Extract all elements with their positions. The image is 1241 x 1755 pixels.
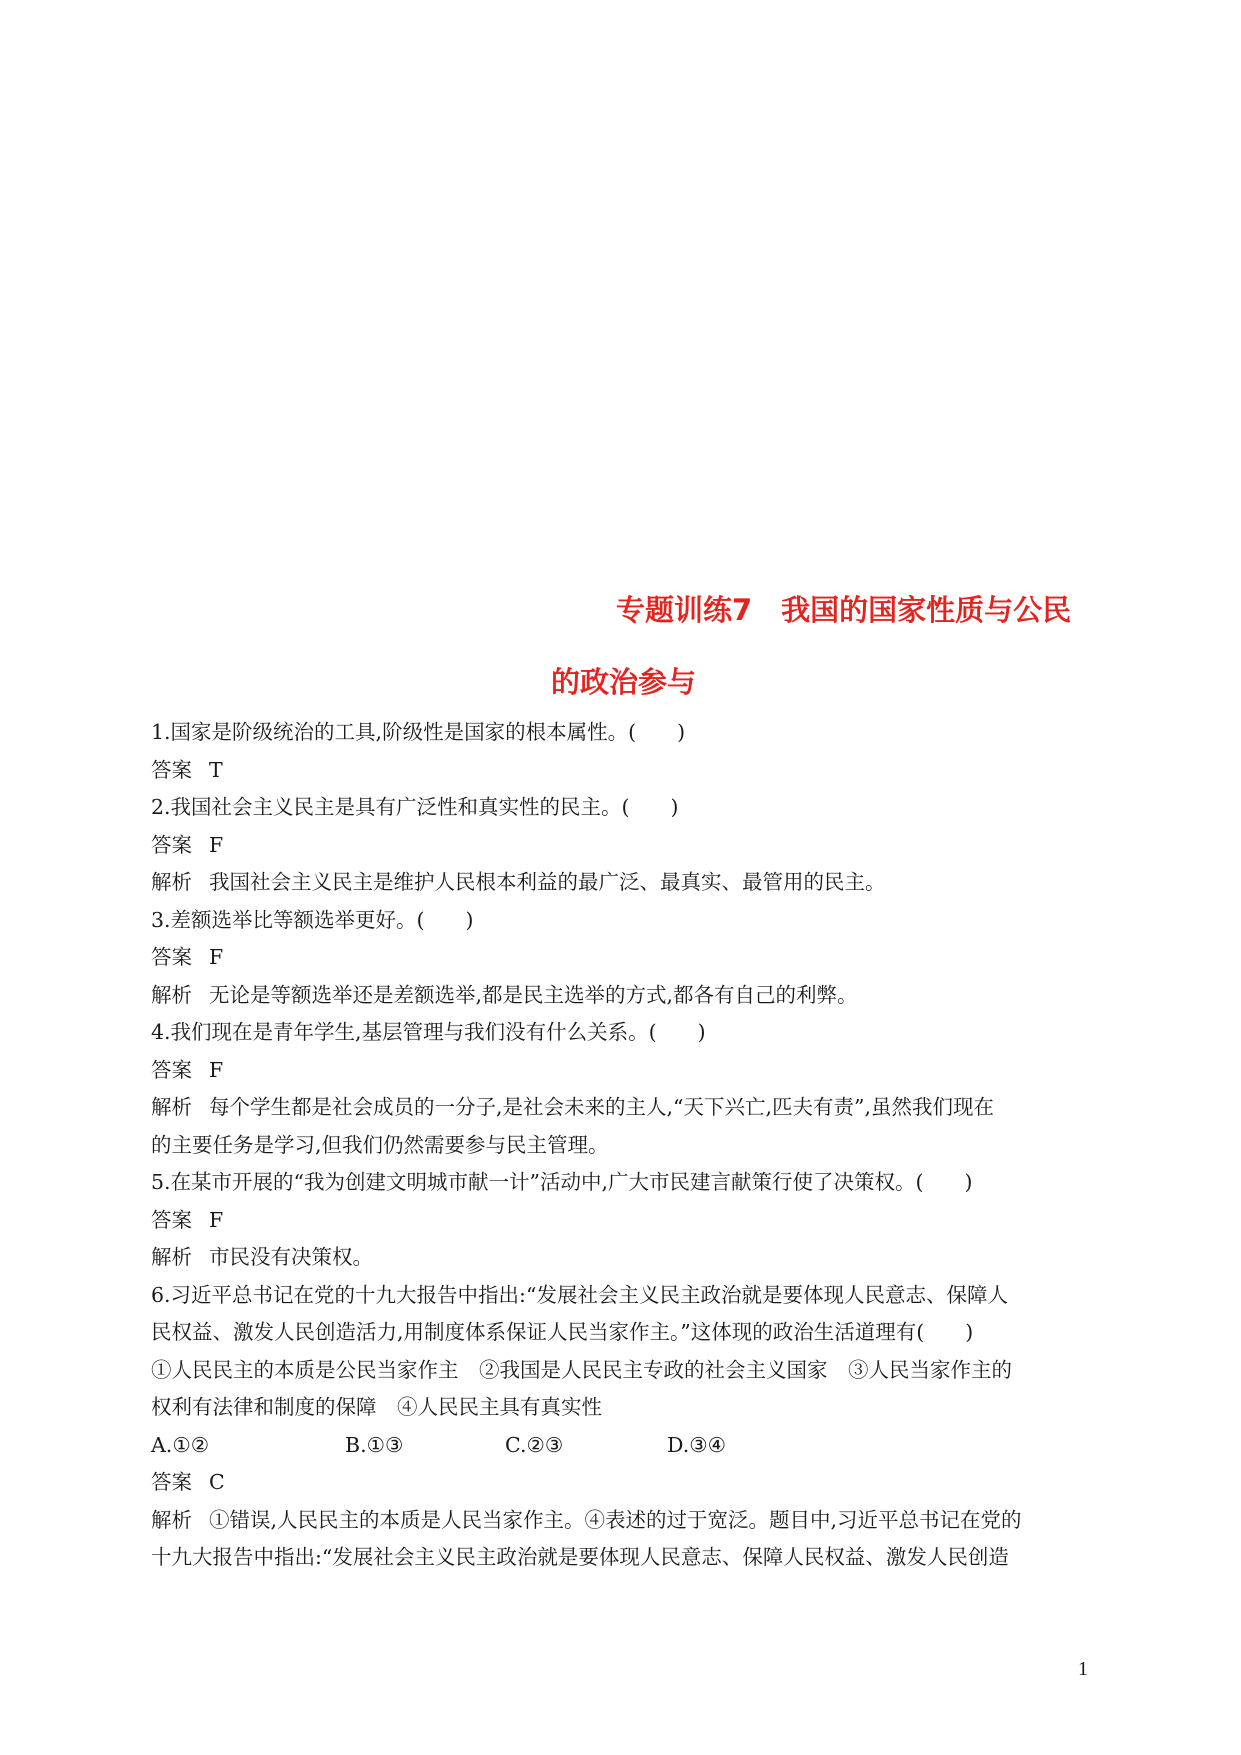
question-4: 4.我们现在是青年学生,基层管理与我们没有什么关系。( ) (151, 1020, 706, 1044)
analysis-text: 每个学生都是社会成员的一分子,是社会未来的主人,“天下兴亡,匹夫有责”,虽然我们现在 (209, 1095, 995, 1119)
question-3: 3.差额选举比等额选举更好。( ) (151, 907, 474, 932)
options-6 (151, 1427, 1091, 1465)
analysis-5 (151, 1239, 1091, 1277)
question-1: 1.国家是阶级统治的工具,阶级性是国家的根本属性。( ) (151, 720, 686, 744)
answer-label: 答案 (151, 945, 192, 969)
answer-label: 答案 (151, 1207, 192, 1232)
option-b: B.①③ (345, 1432, 404, 1457)
answer-value: F (209, 1057, 224, 1082)
answer-value: C (209, 1470, 225, 1494)
question-6-continued: 民权益、激发人民创造活力,用制度体系保证人民当家作主。”这体现的政治生活道理有( ) (151, 1320, 974, 1344)
answer-value: F (209, 832, 224, 857)
answer-label: 答案 (151, 757, 192, 782)
answer-value: F (209, 1207, 224, 1232)
answer-label: 答案 (151, 832, 192, 857)
analysis-6 (151, 1502, 1091, 1540)
option-c: C.②③ (505, 1432, 564, 1457)
statements-6: ①人民民主的本质是公民当家作主 ②我国是人民民主专政的社会主义国家 ③人民当家作主的 (151, 1357, 1012, 1382)
analysis-text: 市民没有决策权。 (209, 1245, 373, 1269)
answer-1 (151, 752, 1091, 790)
question-2: 2.我国社会主义民主是具有广泛性和真实性的民主。( ) (151, 795, 679, 819)
answer-6 (151, 1464, 1091, 1502)
page-title-line1: 专题训练7 我国的国家性质与公民 (616, 593, 1072, 627)
question-5: 5.在某市开展的“我为创建文明城市献一计”活动中,广大市民建言献策行使了决策权。( ) (151, 1170, 973, 1194)
page-number: 1 (1078, 1658, 1088, 1680)
analysis-4-continued: 的主要任务是学习,但我们仍然需要参与民主管理。 (151, 1132, 609, 1157)
page-title-line2: 的政治参与 (551, 665, 697, 699)
analysis-label: 解析 (151, 1507, 192, 1532)
question-list (151, 714, 1091, 1577)
answer-label: 答案 (151, 1470, 192, 1494)
answer-3 (151, 939, 1091, 977)
answer-label: 答案 (151, 1057, 192, 1082)
answer-5 (151, 1202, 1091, 1240)
analysis-text: ①错误,人民民主的本质是人民当家作主。④表述的过于宽泛。题目中,习近平总书记在党的 (209, 1507, 1022, 1532)
analysis-2 (151, 864, 1091, 902)
answer-value: F (209, 945, 224, 969)
statements-6-continued: 权利有法律和制度的保障 ④人民民主具有真实性 (151, 1395, 602, 1419)
analysis-4 (151, 1089, 1091, 1127)
answer-4 (151, 1052, 1091, 1090)
answer-value: T (209, 757, 223, 782)
analysis-text: 我国社会主义民主是维护人民根本利益的最广泛、最真实、最管用的民主。 (209, 870, 886, 894)
analysis-text: 无论是等额选举还是差额选举,都是民主选举的方式,都各有自己的利弊。 (209, 982, 858, 1007)
analysis-3 (151, 977, 1091, 1015)
analysis-label: 解析 (151, 1095, 192, 1119)
answer-2 (151, 827, 1091, 865)
option-a: A.①② (151, 1432, 210, 1457)
question-6: 6.习近平总书记在党的十九大报告中指出:“发展社会主义民主政治就是要体现人民意志、保障人 (151, 1282, 1008, 1307)
analysis-label: 解析 (151, 870, 192, 894)
analysis-6-continued: 十九大报告中指出:“发展社会主义民主政治就是要体现人民意志、保障人民权益、激发人民创造 (151, 1545, 1009, 1569)
analysis-label: 解析 (151, 1245, 192, 1269)
option-d: D.③④ (667, 1432, 726, 1457)
analysis-label: 解析 (151, 982, 192, 1007)
